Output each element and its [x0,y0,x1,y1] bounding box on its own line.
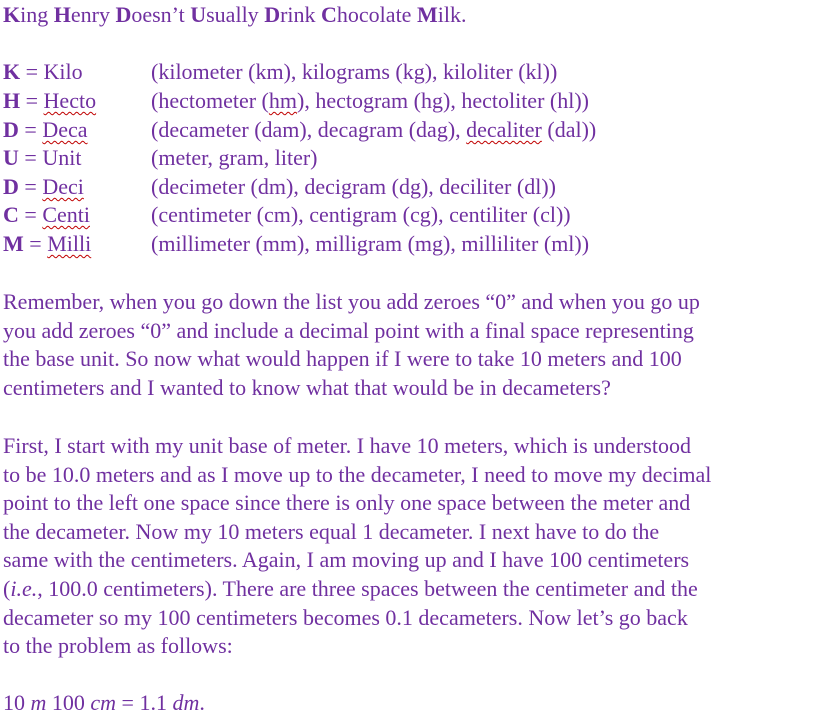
mnemonic-word: rink [280,2,322,27]
prefix-name: Deca [42,117,88,142]
equals-sign: = [18,117,43,142]
prefix-letter: H [3,88,21,113]
equals-sign: = [18,145,43,170]
paragraph-line: you add zeroes “0” and include a decimal point with a final space representing [3,317,694,343]
prefix-row-unit [3,144,811,172]
mnemonic-word: ing [20,2,54,27]
paragraph-line: the decameter. Now my 10 meters equal 1 decameter. I next have to do the [3,518,660,544]
equals-sign: = [23,231,48,256]
prefix-letter: D [3,117,19,142]
prefix-name: Hecto [43,88,97,113]
prefix-row-centi [3,201,811,229]
prefix-term [3,201,90,229]
ie-abbreviation: i.e. [10,575,38,601]
mnemonic-letter: H [53,2,71,27]
prefix-term [3,144,81,172]
prefix-description: (millimeter (mm), milligram (mg), milliliter (ml)) [151,231,590,256]
prefix-description: (decameter (dam), decagram (dag), decaliter (dal)) [151,117,597,142]
prefix-description: (meter, gram, liter) [151,145,318,170]
mnemonic-letter: M [416,2,438,27]
mnemonic-letter: D [115,2,132,27]
mnemonic-word: sually [206,2,265,27]
mnemonic-word: hocolate [336,2,417,27]
mnemonic-word: ilk. [437,2,467,27]
unit-result: dm [172,690,200,715]
prefix-term [3,173,84,201]
prefix-letter: M [3,231,24,256]
mnemonic-letter: U [190,2,207,27]
equation: 10 m 100 cm = 1.1 dm. [3,690,205,715]
prefix-description: (kilometer (km), kilograms (kg), kiloliter (kl)) [151,59,558,84]
paragraph-line: to the problem as follows: [3,633,233,659]
prefix-row-hecto [3,87,811,115]
paragraph-line: First, I start with my unit base of meter. I have 10 meters, which is understood [3,433,691,458]
unit-meter: m [30,690,47,715]
prefix-name: Kilo [43,59,83,84]
paragraph-line: decameter so my 100 centimeters becomes 0.1 decameters. Now let’s go back [3,604,688,630]
mnemonic-title [3,1,466,29]
prefix-term [3,116,88,144]
prefix-letter: C [3,202,19,227]
prefix-name: Unit [42,145,82,170]
prefix-name: Deci [42,174,84,199]
prefix-row-milli [3,230,811,258]
mnemonic-letter: D [264,2,281,27]
paragraph-line-ie: (i.e., 100.0 centimeters). There are three spaces between the centimeter and the [3,575,698,601]
paragraph-line: Remember, when you go down the list you add zeroes “0” and when you go up [3,289,700,314]
equals-sign: = [20,88,44,113]
prefix-letter: K [3,59,21,84]
prefix-name: Milli [47,231,92,256]
paragraph-line: same with the centimeters. Again, I am moving up and I have 100 centimeters [3,547,690,573]
prefix-term [3,87,96,115]
equals-sign: = [18,202,43,227]
prefix-description: (centimeter (cm), centigram (cg), centiliter (cl)) [151,202,571,227]
prefix-name: Centi [42,202,90,227]
mnemonic-word: enry [70,2,116,27]
mnemonic-letter: K [3,2,21,27]
mnemonic-word: oesn’t [131,2,191,27]
paragraph-first [3,432,811,661]
paragraph-line: point to the left one space since there is only one space between the meter and [3,490,691,516]
prefix-row-kilo [3,58,811,86]
prefix-term [3,230,91,258]
mnemonic-letter: C [321,2,337,27]
unit-centimeter: cm [90,690,117,715]
equals-sign: = [18,174,43,199]
prefix-letter: U [3,145,19,170]
paragraph-line: centimeters and I wanted to know what that would be in decameters? [3,374,611,400]
prefix-row-deci [3,173,811,201]
prefix-term [3,58,83,86]
paragraph-remember [3,288,811,402]
equals-sign: = [20,59,44,84]
prefix-letter: D [3,174,19,199]
prefix-description: (hectometer (hm), hectogram (hg), hectoliter (hl)) [151,88,589,113]
prefix-row-deca [3,116,811,144]
paragraph-line: to be 10.0 meters and as I move up to the decameter, I need to move my decimal [3,461,712,487]
prefix-description: (decimeter (dm), decigram (dg), deciliter (dl)) [151,174,556,199]
paragraph-line: the base unit. So now what would happen if I were to take 10 meters and 100 [3,346,682,372]
